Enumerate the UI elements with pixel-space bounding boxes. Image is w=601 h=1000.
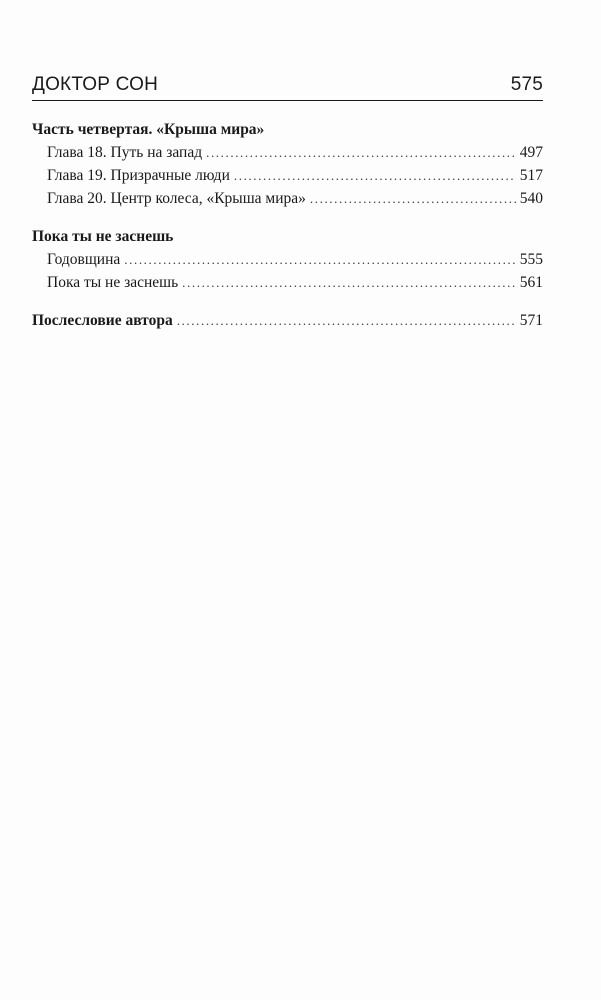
entry-label: Послесловие автора [32, 312, 173, 329]
entry-page: 571 [519, 312, 543, 329]
entry-page: 517 [519, 167, 543, 184]
book-title: ДОКТОР СОН [32, 74, 159, 95]
toc-entry [32, 248, 543, 271]
toc-entry [32, 141, 543, 164]
entry-label: Глава 20. Центр колеса, «Крыша мира» [47, 190, 306, 207]
toc-part-four [32, 118, 543, 210]
dot-leader [177, 309, 516, 332]
entry-label: Глава 18. Путь на запад [47, 144, 203, 161]
toc-entry [32, 187, 543, 210]
entry-label: Глава 19. Призрачные люди [47, 167, 230, 184]
dot-leader [206, 141, 516, 164]
part-heading: Пока ты не заснешь [32, 228, 174, 245]
entry-page: 561 [519, 274, 543, 291]
toc-part-until-you-sleep [32, 225, 543, 294]
entry-label: Пока ты не заснешь [47, 274, 179, 291]
page-number: 575 [510, 74, 543, 95]
table-of-contents [32, 118, 543, 347]
part-heading: Часть четвертая. «Крыша мира» [32, 121, 265, 138]
toc-entry [32, 271, 543, 294]
running-head [32, 74, 543, 101]
toc-afterword [32, 309, 543, 332]
dot-leader [182, 271, 516, 294]
dot-leader [124, 248, 515, 271]
toc-entry [32, 164, 543, 187]
toc-entry-afterword [32, 309, 543, 332]
dot-leader [310, 187, 516, 210]
entry-page: 540 [519, 190, 543, 207]
entry-page: 555 [519, 251, 543, 268]
entry-page: 497 [519, 144, 543, 161]
entry-label: Годовщина [47, 251, 121, 268]
dot-leader [234, 164, 516, 187]
